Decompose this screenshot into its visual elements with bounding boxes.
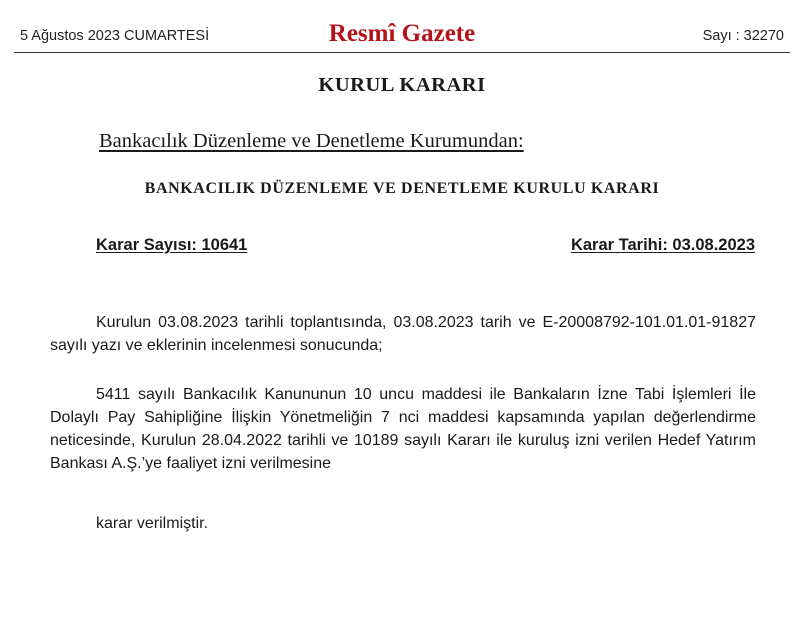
section-title: KURUL KARARI xyxy=(318,74,486,96)
gazette-title: Resmî Gazete xyxy=(328,20,476,47)
gazette-header xyxy=(14,18,790,53)
decision-heading: BANKACILIK DÜZENLEME VE DENETLEME KURULU KARARI xyxy=(144,180,660,197)
paragraph-2: 5411 sayılı Bankacılık Kanununun 10 uncu maddesi ile Bankaların İzne Tabi İşlemleri İle Dolaylı Pay Sahipliğine İlişkin Yönetmeliğin 7 nci maddesi kapsamında yapılan değerlendirme neticesinde, Kurulun 28.04.2022 tarihli ve 10189 sayılı Kararı ile kuruluş izni verilen Hedef Yatırım Bankası A.Ş.’ye faaliyet izni verilmesine xyxy=(50,386,756,472)
decision-date: Karar Tarihi: 03.08.2023 xyxy=(570,236,755,254)
publication-date: 5 Ağustos 2023 CUMARTESİ xyxy=(20,28,210,44)
issuing-institution: Bankacılık Düzenleme ve Denetleme Kurumundan: xyxy=(99,130,524,152)
paragraph-3: karar verilmiştir. xyxy=(96,515,209,532)
paragraph-1: Kurulun 03.08.2023 tarihli toplantısında, 03.08.2023 tarih ve E-20008792-101.01.01-91827 sayılı yazı ve eklerinin incelenmesi sonucunda; xyxy=(50,314,756,354)
issue-number: Sayı : 32270 xyxy=(702,28,784,44)
decision-number: Karar Sayısı: 10641 xyxy=(96,236,248,254)
